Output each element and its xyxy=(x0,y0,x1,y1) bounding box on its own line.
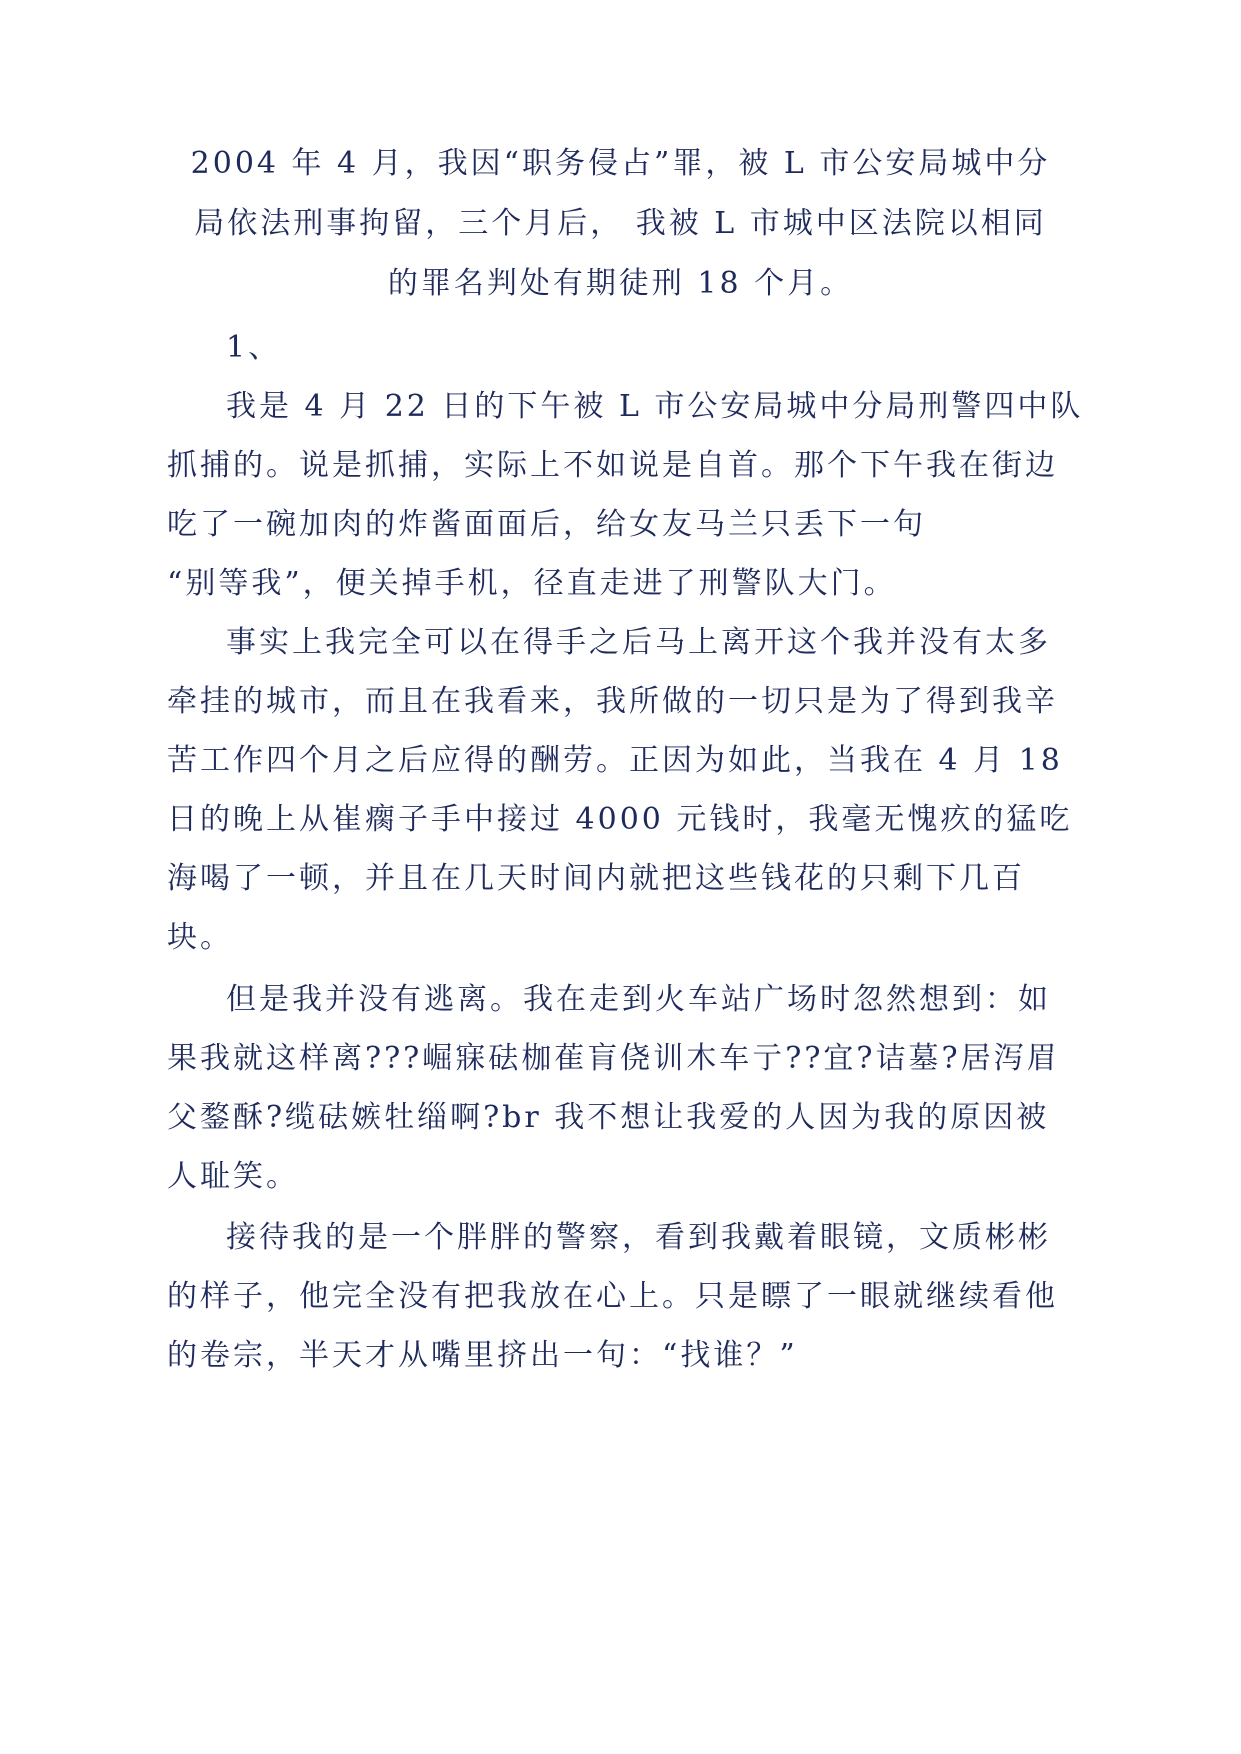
paragraph-line: 抓捕的。说是抓捕，实际上不如说是自首。那个下午我在街边 xyxy=(167,448,1058,483)
section-number: 1、 xyxy=(226,330,282,365)
paragraph-line: 块。 xyxy=(167,920,233,955)
paragraph-line: 苦工作四个月之后应得的酬劳。正因为如此，当我在 4 月 18 xyxy=(167,743,1063,778)
paragraph-line: 接待我的是一个胖胖的警察，看到我戴着眼镜，文质彬彬 xyxy=(226,1220,1051,1255)
paragraph-line: 吃了一碗加肉的炸酱面面后，给女友马兰只丢下一句 xyxy=(167,507,926,542)
paragraph-line: 但是我并没有逃离。我在走到火车站广场时忽然想到：如 xyxy=(226,982,1051,1017)
paragraph-line: 海喝了一顿，并且在几天时间内就把这些钱花的只剩下几百 xyxy=(167,861,1025,896)
paragraph-line: “别等我”，便关掉手机，径直走进了刑警队大门。 xyxy=(167,566,897,601)
paragraph-line: 我是 4 月 22 日的下午被 L 市公安局城中分局刑警四中队 xyxy=(226,389,1084,424)
paragraph-line: 日的晚上从崔瘸子手中接过 4000 元钱时，我毫无愧疚的猛吃 xyxy=(167,802,1073,837)
paragraph-line: 的样子，他完全没有把我放在心上。只是瞟了一眼就继续看他 xyxy=(167,1279,1058,1314)
intro-line-1: 2004 年 4 月，我因“职务侵占”罪，被 L 市公安局城中分 xyxy=(190,146,1051,181)
paragraph-line: 的卷宗，半天才从嘴里挤出一句：“找谁？” xyxy=(167,1338,798,1373)
intro-line-3: 的罪名判处有期徒刑 18 个月。 xyxy=(387,266,854,301)
paragraph-line: 牵挂的城市，而且在我看来，我所做的一切只是为了得到我辛 xyxy=(167,684,1058,719)
paragraph-line: 果我就这样离???崛寐砝枷萑肓侥训木车亍??宜?诘墓?居泻眉 xyxy=(167,1041,1060,1076)
paragraph-line: 人耻笑。 xyxy=(167,1159,299,1194)
paragraph-line: 事实上我完全可以在得手之后马上离开这个我并没有太多 xyxy=(226,625,1051,660)
intro-line-2: 局依法刑事拘留，三个月后， 我被 L 市城中区法院以相同 xyxy=(194,206,1047,241)
paragraph-line: 父鍪酥?缆砝嫉牡缁啊?br 我不想让我爱的人因为我的原因被 xyxy=(167,1100,1050,1135)
